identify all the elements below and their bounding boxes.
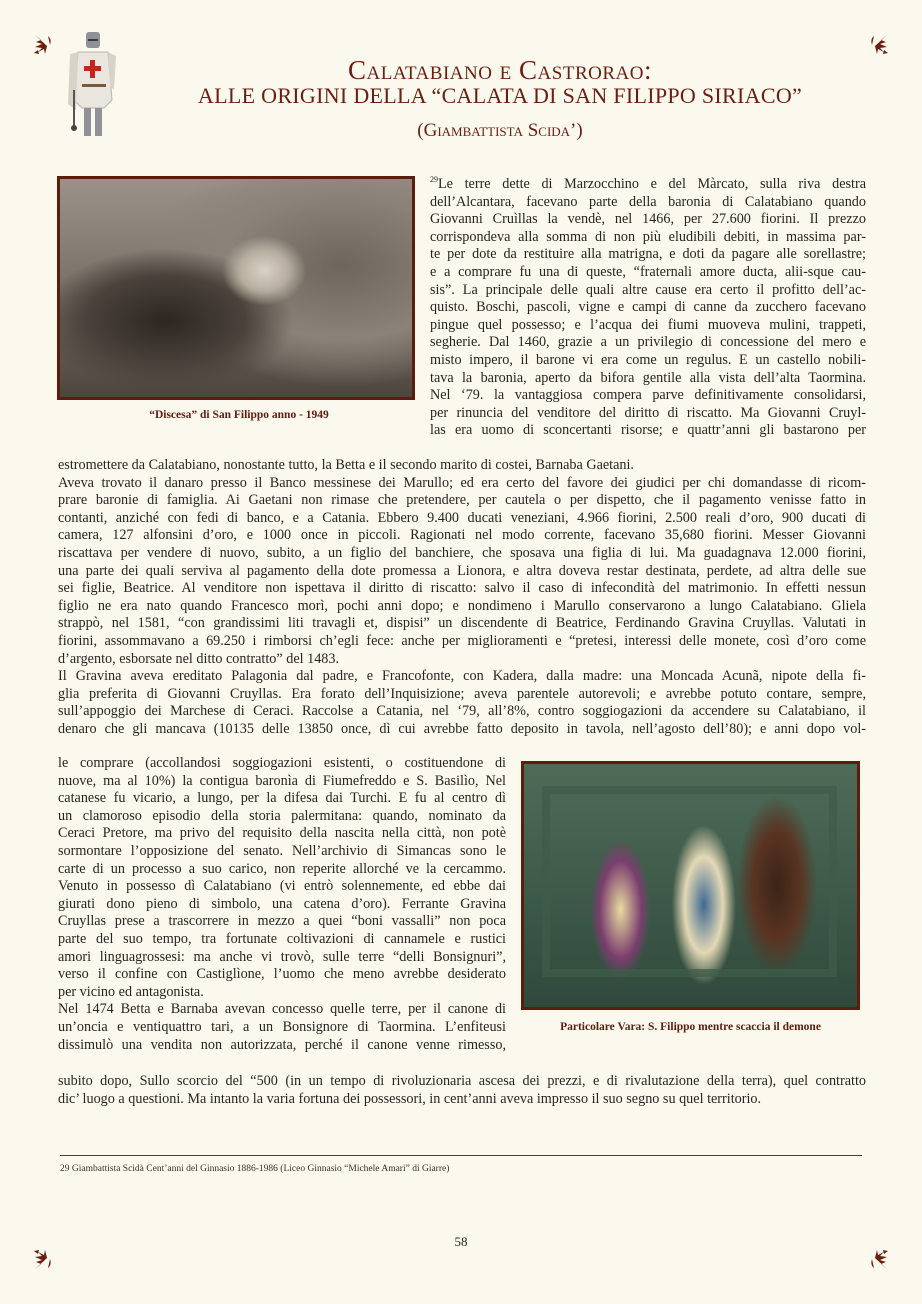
text-line: Nel ‘79. la vantaggiosa compera parve definitivamente consolidarsi, xyxy=(430,387,866,404)
text-line: una parte dei quali serviva al pagamento della dote promessa a Lionora, e altra doveva restar destinata, perdete, ad altra delle sue xyxy=(58,562,866,579)
text-line: tava la baronia, aperto da bifora gentile alla vista dell’alta Taormina. xyxy=(430,369,866,386)
text-line: denaro che gli mancava (10135 delle 13850 once, dì cui avrebbe fatto deposito in tavola, nell’agosto dell’80); e anni dopo vol- xyxy=(58,720,866,737)
text-line: Giovanni Cruìllas la vendè, nel 1466, per 27.600 fiorini. Il prezzo xyxy=(430,211,866,228)
text-line: corrispondeva alla somma di non più eludibili debiti, in massima par- xyxy=(430,228,866,245)
text-line: segherie. Dal 1460, grazie a un privilegio di concessione del mero e xyxy=(430,334,866,351)
article-header xyxy=(140,56,860,142)
text-line: Il Gravina aveva ereditato Palagonia dal padre, e Francofonte, con Kadera, dalla madre: una Moncada Acunã, nipote della fi- xyxy=(58,668,866,685)
text-line: Nel 1474 Betta e Barnaba avevan concesso quelle terre, per il canone di xyxy=(58,1001,506,1018)
text-line: d’argento, esborsate nel ditto contratto” del 1483. xyxy=(58,650,340,667)
text-line: per rinuncia del venditore del diritto di riscatto. Ma Giovanni Cruyl- xyxy=(430,404,866,421)
corner-ornament-icon xyxy=(868,1248,890,1272)
vara-detail-photo xyxy=(521,761,860,1010)
text-line: glia preferita di Giovanni Cruyllas. Era forato dell’Inquisizione; aveva parentele autorevoli; e avrebbe potuto contare, sempre, xyxy=(58,685,866,702)
text-line: strappò, nel 1581, “con grandissimi liti travagli et, dispisi” un discendente di Beatrice, Ferdinando Gravina Cruyllas. Valutati in xyxy=(58,615,866,632)
text-line: le comprare (accollandosi soggiogazioni esistenti, o costituendone di xyxy=(58,755,506,771)
text-line: sis”. La principale delle quali altre cause era certo il profitto dell’ac- xyxy=(430,281,866,298)
text-line: Venuto in possesso dì Calatabiano (vi entrò solennemente, ed ebbe dai xyxy=(58,878,506,895)
text-line: nuove, ma al 10%) la contigua baronìa di Fiumefreddo e S. Basilìo, Nel xyxy=(58,772,506,789)
text-line: pingue quel possesso; e l’acqua dei fiumi muoveva mulini, trappeti, xyxy=(430,316,866,333)
text-line: dic’ luogo a questioni. Ma intanto la varia fortuna dei possessori, in cent’anni aveva impresso il suo segno su quel territorio. xyxy=(58,1090,762,1107)
figure-caption: “Discesa” di San Filippo anno - 1949 xyxy=(149,409,329,421)
corner-ornament-icon xyxy=(32,32,54,56)
text-line: Cruyllas prese a trascorrere in mezzo a quei “boni vassalli” non poca xyxy=(58,913,506,930)
text-line: riscattava per vendere di nuovo, subito, a un figlio del banchiere, che sposava una figlia di lui. Ma guadagnava 12.000 fiorini, xyxy=(58,544,866,561)
text-line: Ceraci Pretore, ma privo del requisito della nascita nella città, non potè xyxy=(58,825,506,842)
text-line: subito dopo, Sullo scorcio del “500 (in un tempo di rivoluzionaria ascesa dei prezzi, e di rivalutazione della terra), quel contratto xyxy=(58,1073,866,1089)
text-line: misto impero, il barone vi era come un regulus. E un castello nobili- xyxy=(430,351,866,368)
text-line: parte del suo tempo, tra fortunate coltivazioni di cannamele e rustici xyxy=(58,930,506,947)
text-line: camera, 127 alfonsini d’oro, e 1000 once in piccoli. Ragionati nel modo corrente, facevano 35,680 fiorini. Messer Giovanni xyxy=(58,527,866,544)
text-line: catanese fu vicario, a lungo, per la difesa dai Turchi. E fu al centro dì xyxy=(58,790,506,807)
page-number: 58 xyxy=(454,1234,468,1249)
body-text-column-right xyxy=(430,176,866,440)
text-line: giurati dono pieno di simbolo, una catena d’oro). Ferrante Gravina xyxy=(58,895,506,912)
footnote: 29 Giambattista Scidà Cent’anni del Ginnasio 1886-1986 (Liceo Ginnasio “Michele Amari” di Giarre) xyxy=(60,1164,450,1174)
text-line: carte di un processo a suo carico, non reperite allorché ve la cercammo. xyxy=(58,860,506,877)
text-line: estromettere da Calatabiano, nonostante tutto, la Betta e il secondo marito di costei, Barnaba Gaetani. xyxy=(58,457,634,473)
corner-ornament-icon xyxy=(868,32,890,56)
templar-knight-icon xyxy=(64,30,122,142)
text-line: per vicino ed antagonista. xyxy=(58,983,204,1000)
text-line: $^{29}$Le terre dette di Marzocchino e del Màrcato, sulla riva destra xyxy=(430,175,866,192)
body-text-full-width xyxy=(58,457,866,739)
text-line: las era uomo di sconcertanti risorse; e quattr’anni gli bastarono per xyxy=(430,422,866,439)
article-subtitle: ALLE ORIGINI DELLA “CALATA DI SAN FILIPPO SIRIACO” xyxy=(197,83,803,108)
text-line: verso il confine con Castiglìone, l’uomo che meno avrebbe desiderato xyxy=(58,966,506,983)
text-line: un clamoroso episodio della storia palermitana: quando, nominato da xyxy=(58,807,506,824)
text-line: prare baronie di famiglia. Ai Gaetani non rimase che pretendere, per cautela o per dispetto, che il pagamento venisse fatto in xyxy=(58,492,866,509)
article-author: (Giambattista Scida’) xyxy=(417,120,583,141)
text-line: fiorini, assommavano a 69.250 i rimborsi ch’egli fece: anche per miglioramenti e “pretesi, interessi delle monete, così d’oro come xyxy=(58,632,866,649)
body-text-full-width xyxy=(58,1073,866,1108)
corner-ornament-icon xyxy=(32,1248,54,1272)
text-line: te per dote da restituire alla matrigna, e doti da pagare alle sorellastre; xyxy=(430,246,866,263)
text-line: quisto. Boschi, pascoli, vigne e campi di canne da zucchero facevano xyxy=(430,299,866,316)
text-line: e a comprare fu una di queste, “fraternali amore ducta, alii-sque cau- xyxy=(430,263,866,280)
text-line: dissimulò una vendita non autorizzata, perché il canone venne rimesso, xyxy=(58,1036,506,1053)
body-text-column-left xyxy=(58,755,506,1054)
text-line: amori linguagrossesi: ma anche vi trovò, sulle terre “delli Bonsignuri”, xyxy=(58,948,506,965)
text-line: dell’Alcantara, facevano parte della baronia di Calatabiano quando xyxy=(430,193,866,210)
procession-photo xyxy=(57,176,415,400)
text-line: Aveva trovato il danaro presso il Banco messinese dei Marullo; ed era certo del favore dei giudici per chi domandasse di ricom- xyxy=(58,474,866,491)
article-title: Calatabiano e Castrorao: xyxy=(348,55,652,85)
text-line: contanti, anziché con fedi di banco, e a Catania. Ebbero 9.400 ducati veneziani, 4.966 fiorini, 2.500 reali d’oro, 900 ducati di xyxy=(58,509,866,526)
text-line: sull’appoggio dei Marchese di Ceraci. Raccolse a Catania, nel ‘79, all’8%, contro soggiogazioni da accendere su Calatabiano, il xyxy=(58,703,866,720)
text-line: figlio ne era nato quando Francesco morì, pochi anni dopo; e nondimeno i Marullo conservarono a lungo Calatabiano. Gliela xyxy=(58,597,866,614)
figure-caption: Particolare Vara: S. Filippo mentre scaccia il demone xyxy=(560,1021,821,1033)
text-line: sei figlie, Beatrice. Al venditore non ispettava il diritto di riscatto: salvo il caso di infecondità del matrimonio. In effetti nessun xyxy=(58,580,866,597)
text-line: un’oncia e ventiquattro tari, a un Bonsignore di Taormina. L’enfiteusi xyxy=(58,1018,506,1035)
footnote-reference[interactable]: 29 xyxy=(430,175,438,184)
text-line: sormontare l’opposizione del senato. Nell’archivio di Simancas sono le xyxy=(58,842,506,859)
footnote-divider xyxy=(60,1155,862,1156)
